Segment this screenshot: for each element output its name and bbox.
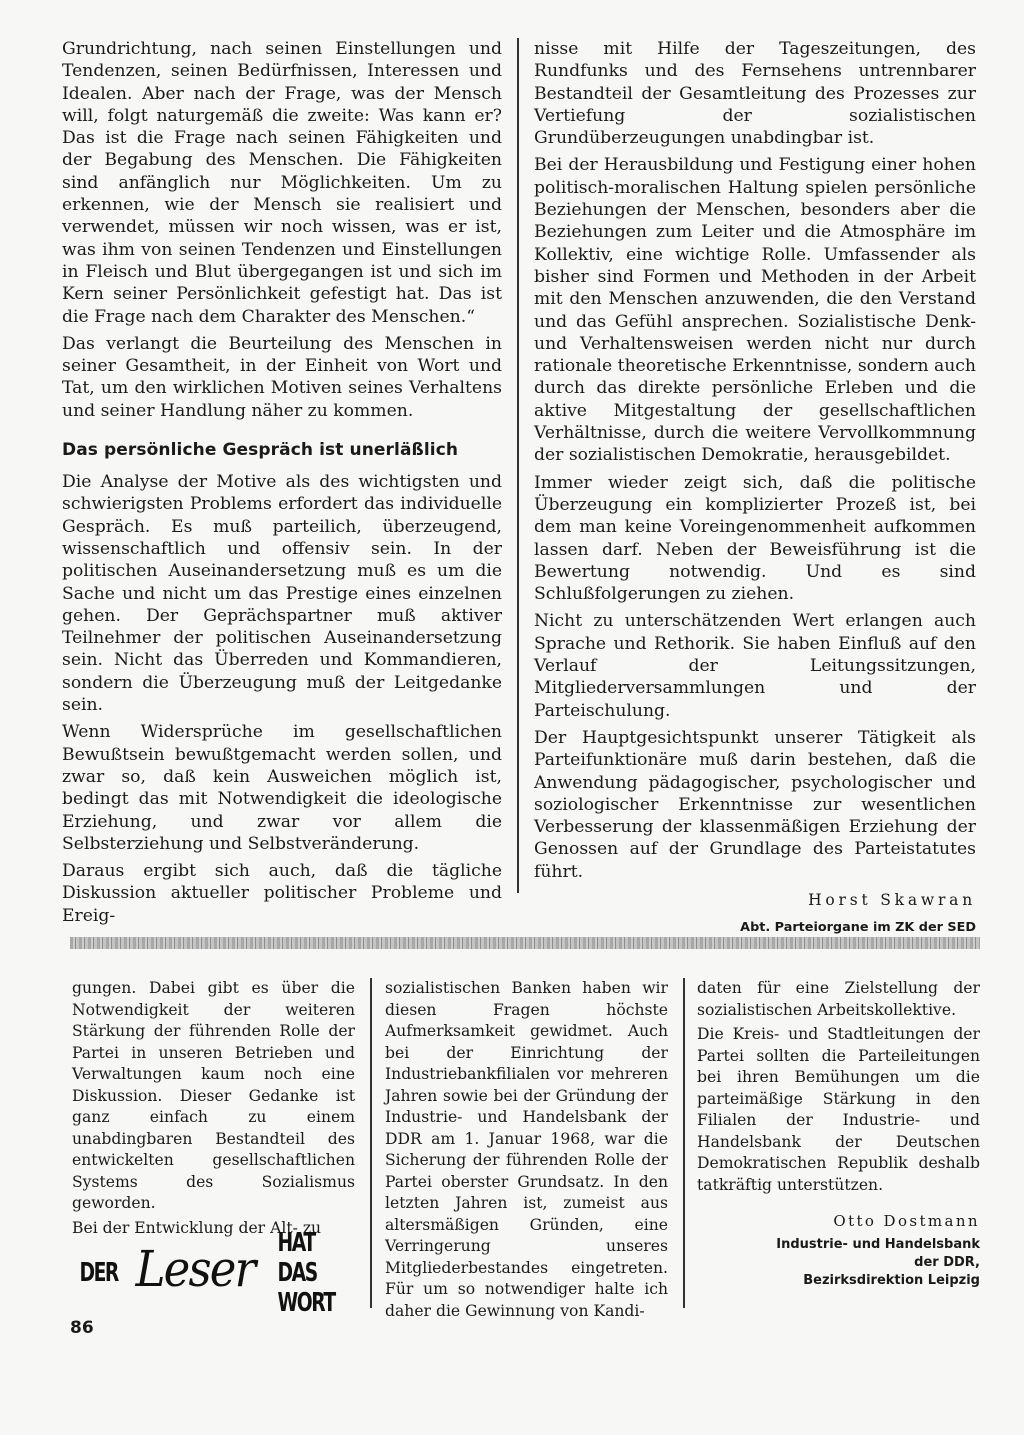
top-right-column [534,38,976,940]
bottom-column-2 [385,978,668,1325]
page-number: 86 [70,1318,94,1338]
rubric-logo [72,1228,355,1318]
paragraph: Wenn Widersprüche im gesellschaftlichen Bewußtsein bewußtgemacht werden sollen, und zwar so, daß kein Ausweichen möglich ist, bedingt das mit Notwendigkeit die ideologische Erziehung, und zwar vor allem die Selbsterziehung und Selbstveränderung. [62,722,502,854]
paragraph: Die Kreis- und Stadtleitungen der Partei sollten die Parteileitungen bei ihren Bemühungen um die parteimäßige Stärkung in den Filialen der Industrie- und Handelsbank der Deutschen Demokratischen Republik deshalb tatkräftig unterstützen. [697,1025,980,1194]
logo-script-word: Leser [135,1240,255,1298]
paragraph: Die Analyse der Motive als des wichtigsten und schwierigsten Problems erfordert das individuelle Gespräch. Es muß parteilich, überzeugend, wissenschaftlich und offensiv sein. In der politischen Auseinandersetzung muß es um die Sache und nicht um das Prestige eines einzelnen gehen. Der Geprächspartner muß aktiver Teilnehmer der politischen Auseinandersetzung sein. Nicht das Überreden und Kommandieren, sondern die Überzeugung muß der Leitgedanke sein. [62,472,502,716]
bottom-column-3 [697,978,980,1290]
paragraph: Nicht zu unterschätzenden Wert erlangen auch Sprache und Rethorik. Sie haben Einfluß auf den Verlauf der Leitungssitzungen, Mitgliederversammlungen und der Parteischulung. [534,611,976,721]
paragraph: Bei der Herausbildung und Festigung einer hohen politisch-moralischen Haltung spielen persönliche Beziehungen der Menschen, besonders aber die Beziehungen zum Leiter und die Atmosphäre im Kollektiv, eine wichtige Rolle. Umfassender als bisher sind Formen und Methoden in der Arbeit mit den Menschen anzuwenden, die den Verstand und das Gefühl ansprechen. Sozialistische Denk- und Verhaltensweisen werden nicht nur durch rationale theoretische Erkenntnisse, sondern auch durch das direkte persönliche Erleben und die aktive Mitgestaltung der gesellschaftlichen Verhältnisse, durch die weitere Vervollkommnung der sozialistischen Demokratie, herausgebildet. [534,155,976,466]
letter-affiliation [697,1236,980,1290]
logo-word: DER [79,1258,118,1288]
author-signature: Horst Skawran [808,890,976,909]
paragraph: Daraus ergibt sich auch, daß die tägliche Diskussion aktueller politischer Probleme und Ereig- [62,861,502,926]
paragraph: nisse mit Hilfe der Tageszeitungen, des Rundfunks und des Fernsehens untrennbarer Bestandteil der Gesamtleitung des Prozesses zur Vertiefung der sozialistischen Grundüberzeugungen unabdingbar ist. [534,39,976,149]
paragraph: gungen. Dabei gibt es über die Notwendigkeit der weiteren Stärkung der führenden Rolle der Partei in unseren Betrieben und Verwaltungen kaum noch eine Diskussion. Dieser Gedanke ist ganz einfach zu einem unabdingbaren Bestandteil des entwickelten gesellschaftlichen Systems des Sozialismus geworden. [72,979,355,1212]
logo-word: HAT DAS WORT [277,1228,336,1318]
column-divider [370,978,372,1308]
section-heading: Das persönliche Gespräch ist unerläßlich [62,440,459,461]
paragraph: sozialistischen Banken haben wir diesen Fragen höchste Aufmerksamkeit gewidmet. Auch bei der Einrichtung der Industriebankfilialen vor mehreren Jahren sowie bei der Gründung der Industrie- und Handelsbank der DDR am 1. Januar 1968, war die Sicherung der führenden Rolle der Partei oberster Grundsatz. In den letzten Jahren ist, zumeist aus altersmäßigen Gründen, eine Verringerung unseres Mitgliederbestandes eingetreten. Für um so notwendiger halte ich daher die Gewinnung von Kandi- [385,979,668,1320]
affiliation-line: Bezirksdirektion Leipzig [803,1273,980,1289]
paragraph: daten für eine Zielstellung der sozialistischen Arbeitskollektive. [697,979,980,1019]
bottom-column-1 [72,978,355,1242]
column-divider [517,38,519,893]
affiliation-line: der DDR, [914,1255,980,1271]
affiliation-line: Industrie- und Handelsbank [776,1237,980,1253]
letter-signature: Otto Dostmann [833,1212,980,1230]
author-affiliation: Abt. Parteiorgane im ZK der SED [740,920,976,936]
paragraph: Der Hauptgesichtspunkt unserer Tätigkeit als Parteifunktionäre muß darin bestehen, daß die Anwendung pädagogischer, psychologischer und soziologischer Erkenntnisse zur wesentlichen Verbesserung der klassenmäßigen Erziehung der Genossen auf der Grundlage des Parteistatutes führt. [534,727,976,882]
paragraph: Bei der Entwicklung der Alt- zu [72,1218,322,1237]
column-divider [683,978,685,1308]
top-left-column [62,38,502,932]
section-separator-band [70,937,980,949]
paragraph: Grundrichtung, nach seinen Einstellungen und Tendenzen, seinen Bedürfnissen, Interessen und Idealen. Aber nach der Frage, was der Mensch will, folgt naturgemäß die zweite: Was kann er? Das ist die Frage nach seinen Fähigkeiten und der Begabung des Menschen. Die Fähigkeiten sind anfänglich nur Möglichkeiten. Um zu erkennen, wie der Mensch sie realisiert und verwendet, müssen wir noch wissen, was er ist, was ihm von seinen Tendenzen und Einstellungen in Fleisch und Blut übergegangen ist und sich im Kern seiner Persönlichkeit gefestigt hat. Das ist die Frage nach dem Charakter des Menschen.“ [62,39,502,327]
paragraph: Das verlangt die Beurteilung des Menschen in seiner Gesamtheit, in der Einheit von Wort und Tat, um den wirklichen Motiven seines Verhaltens und seiner Handlung näher zu kommen. [62,333,502,421]
paragraph: Immer wieder zeigt sich, daß die politische Überzeugung ein komplizierter Prozeß ist, bei dem man keine Voreingenommenheit aufkommen lassen darf. Neben der Beweisführung ist die Bewertung notwendig. Und es sind Schlußfolgerungen zu ziehen. [534,472,976,605]
